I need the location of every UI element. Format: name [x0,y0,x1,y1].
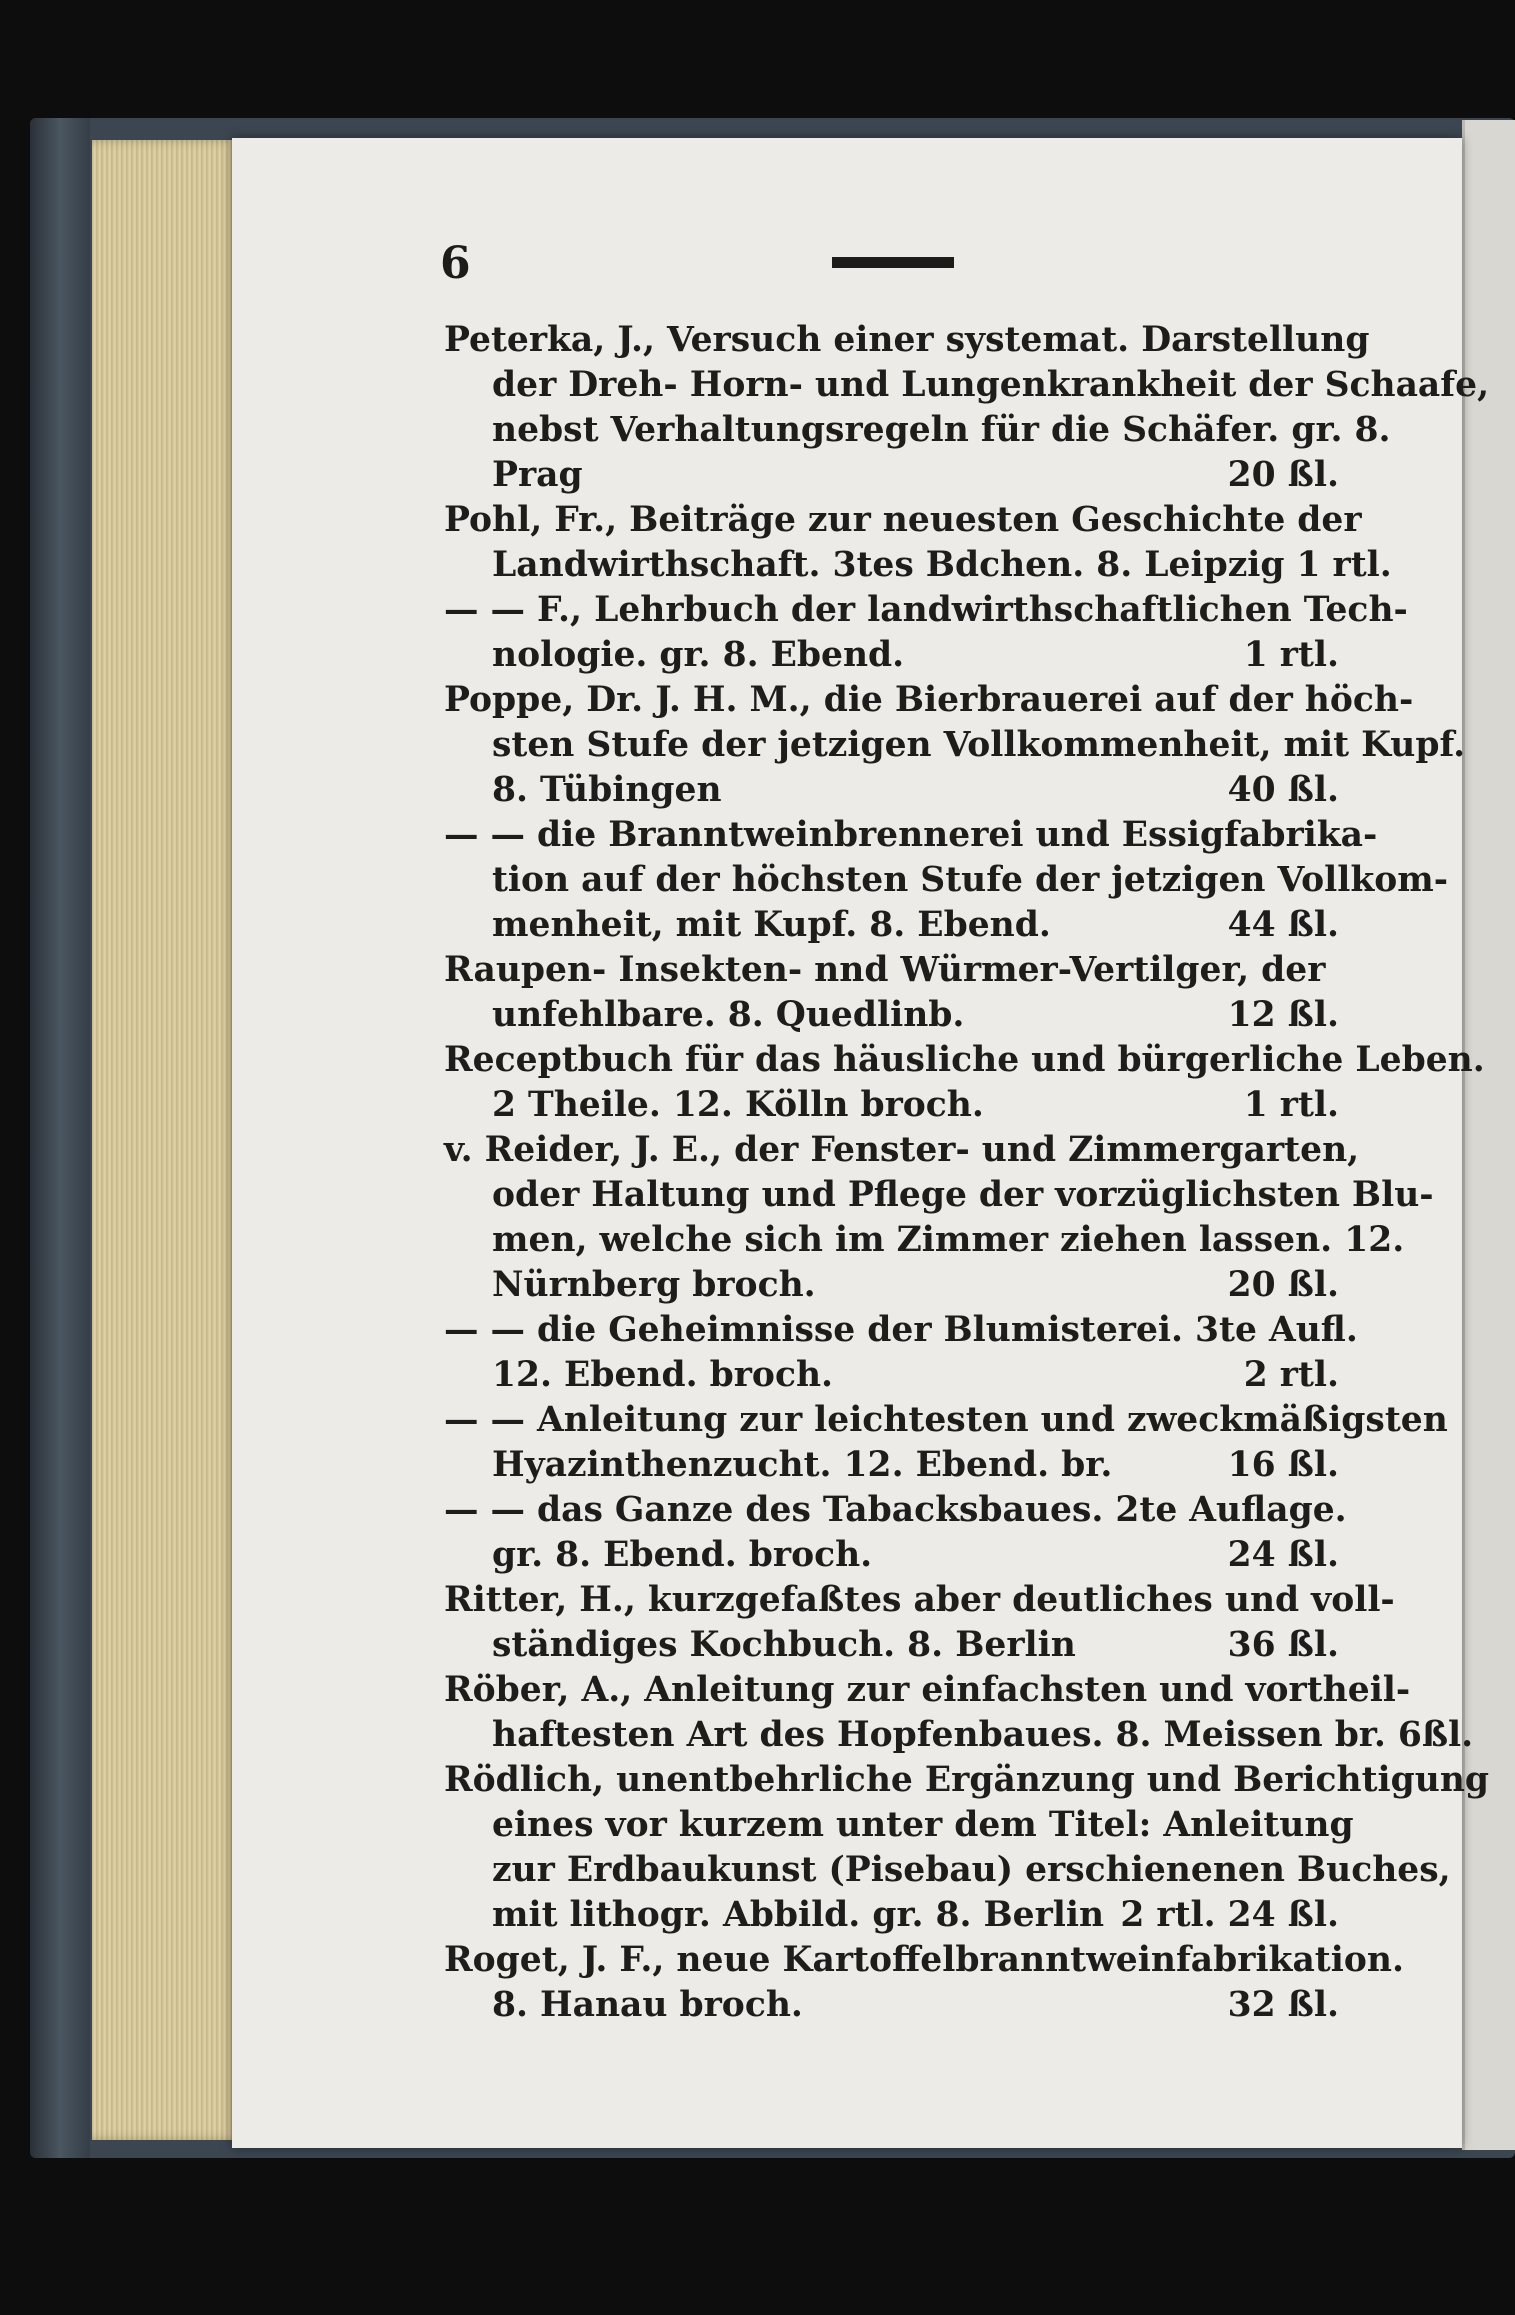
catalog-line-price: 20 ßl. [1227,1265,1339,1305]
catalog-line-text: der Dreh- Horn- und Lungenkrankheit der Schaafe, [492,365,1490,405]
catalog-line-text: Raupen- Insekten- nnd Würmer-Vertilger, der [444,950,1326,990]
catalog-line-price: 12 ßl. [1227,995,1339,1035]
catalog-line-text: Rödlich, unentbehrliche Ergänzung und Berichtigung [444,1760,1490,1800]
catalog-line [444,1983,1339,2028]
catalog-line-text: Roget, J. F., neue Kartoffelbranntweinfabrikation. [444,1940,1404,1980]
catalog-line-text: — — F., Lehrbuch der landwirthschaftlichen Tech- [444,590,1408,630]
catalog-line [444,948,1339,993]
catalog-line-text: — — die Geheimnisse der Blumisterei. 3te Aufl. [444,1310,1358,1350]
catalog-line [444,1038,1485,1083]
catalog-line-text: zur Erdbaukunst (Pisebau) erschienenen Buches, [492,1850,1451,1890]
catalog-line-text: gr. 8. Ebend. broch. [492,1535,873,1575]
catalog-line [444,1488,1347,1533]
catalog-line-price: 1 rtl. [1243,1085,1339,1125]
facing-page-edge [1462,120,1515,2150]
catalog-line-text: unfehlbare. 8. Quedlinb. [492,995,965,1035]
catalog-line [444,678,1414,723]
catalog-line [444,1128,1360,1173]
catalog-line [444,498,1362,543]
catalog-line [444,1308,1358,1353]
catalog-line-text: Peterka, J., Versuch einer systemat. Darstellung [444,320,1370,360]
catalog-line-text: v. Reider, J. E., der Fenster- und Zimmergarten, [444,1130,1360,1170]
catalog-line [444,1803,1354,1848]
catalog-line-text: Nürnberg broch. [492,1265,816,1305]
catalog-line [444,1173,1434,1218]
catalog-line [444,1848,1451,1893]
catalog-line-text: Röber, A., Anleitung zur einfachsten und vortheil- [444,1670,1411,1710]
book-spine [30,118,90,2158]
catalog-line-text: — — Anleitung zur leichtesten und zweckmäßigsten [444,1400,1448,1440]
catalog-line-text: 12. Ebend. broch. [492,1355,834,1395]
catalog-line-price: br. 6ßl. [1334,1715,1474,1755]
catalog-line-text: 8. Tübingen [492,770,722,810]
catalog-line [444,1758,1490,1803]
catalog-line [444,1443,1339,1488]
catalog-line-text: ständiges Kochbuch. 8. Berlin [492,1625,1076,1665]
catalog-line [444,1218,1405,1263]
catalog-line [444,1668,1411,1713]
catalog-line [444,1893,1339,1938]
catalog-line-text: nologie. gr. 8. Ebend. [492,635,905,675]
catalog-line-text: oder Haltung und Pflege der vorzüglichsten Blu- [492,1175,1434,1215]
catalog-line-text: Prag [492,455,583,495]
catalog-line [444,633,1339,678]
catalog-line [444,1938,1404,1983]
catalog-line [444,903,1339,948]
catalog-line-text: men, welche sich im Zimmer ziehen lassen. 12. [492,1220,1405,1260]
catalog-line-text: menheit, mit Kupf. 8. Ebend. [492,905,1051,945]
catalog-line-price: 32 ßl. [1227,1985,1339,2025]
catalog-line-text: Poppe, Dr. J. H. M., die Bierbrauerei auf der höch- [444,680,1414,720]
catalog-line-text: 8. Hanau broch. [492,1985,803,2025]
catalog-line [444,408,1391,453]
header-ornament-rule [832,257,954,268]
catalog-line-text: Pohl, Fr., Beiträge zur neuesten Geschichte der [444,500,1362,540]
catalog-line-price: 36 ßl. [1227,1625,1339,1665]
catalog-line-price: 40 ßl. [1227,770,1339,810]
catalog-line [444,1533,1339,1578]
catalog-line [444,1398,1448,1443]
catalog-line [444,1263,1339,1308]
page-block-edges [92,140,242,2140]
catalog-line [444,1578,1395,1623]
catalog-line [444,1353,1339,1398]
catalog-line [444,543,1392,588]
catalog-line-text: — — die Branntweinbrennerei und Essigfabrika- [444,815,1378,855]
catalog-line-text: Ritter, H., kurzgefaßtes aber deutliches und voll- [444,1580,1395,1620]
catalog-line-price: 1 rtl. [1243,635,1339,675]
catalog-line-text: 2 Theile. 12. Kölln broch. [492,1085,984,1125]
catalog-line-text: sten Stufe der jetzigen Vollkommenheit, mit Kupf. [492,725,1466,765]
catalog-line [444,858,1449,903]
catalog-line-text: Hyazinthenzucht. 12. Ebend. br. [492,1445,1113,1485]
catalog-line-price: 16 ßl. [1227,1445,1339,1485]
catalog-line [444,1713,1474,1758]
catalog-line-text: Receptbuch für das häusliche und bürgerliche Leben. [444,1040,1485,1080]
catalog-line-price: 24 ßl. [1227,1535,1339,1575]
catalog-line-text: Landwirthschaft. 3tes Bdchen. 8. Leipzig [492,545,1285,585]
page-number: 6 [440,238,471,289]
catalog-line [444,1623,1339,1668]
catalog-line-price: 20 ßl. [1227,455,1339,495]
catalog-line-text: haftesten Art des Hopfenbaues. 8. Meissen [492,1715,1323,1755]
catalog-line-text: tion auf der höchsten Stufe der jetzigen Vollkom- [492,860,1449,900]
catalog-line [444,993,1339,1038]
catalog-line [444,363,1490,408]
catalog-line-price: 2 rtl. 24 ßl. [1120,1895,1339,1935]
catalog-entries [444,318,1490,2028]
catalog-line-text: nebst Verhaltungsregeln für die Schäfer. gr. 8. [492,410,1391,450]
catalog-line [444,588,1408,633]
catalog-line-price: 44 ßl. [1227,905,1339,945]
catalog-line-price: 1 rtl. [1296,545,1392,585]
catalog-line [444,453,1339,498]
catalog-line-text: — — das Ganze des Tabacksbaues. 2te Auflage. [444,1490,1347,1530]
catalog-line [444,1083,1339,1128]
catalog-line [444,813,1378,858]
catalog-line-text: eines vor kurzem unter dem Titel: Anleitung [492,1805,1354,1845]
catalog-line-price: 2 rtl. [1243,1355,1339,1395]
catalog-line [444,768,1339,813]
catalog-line [444,318,1370,363]
catalog-line [444,723,1466,768]
catalog-line-text: mit lithogr. Abbild. gr. 8. Berlin [492,1895,1105,1935]
